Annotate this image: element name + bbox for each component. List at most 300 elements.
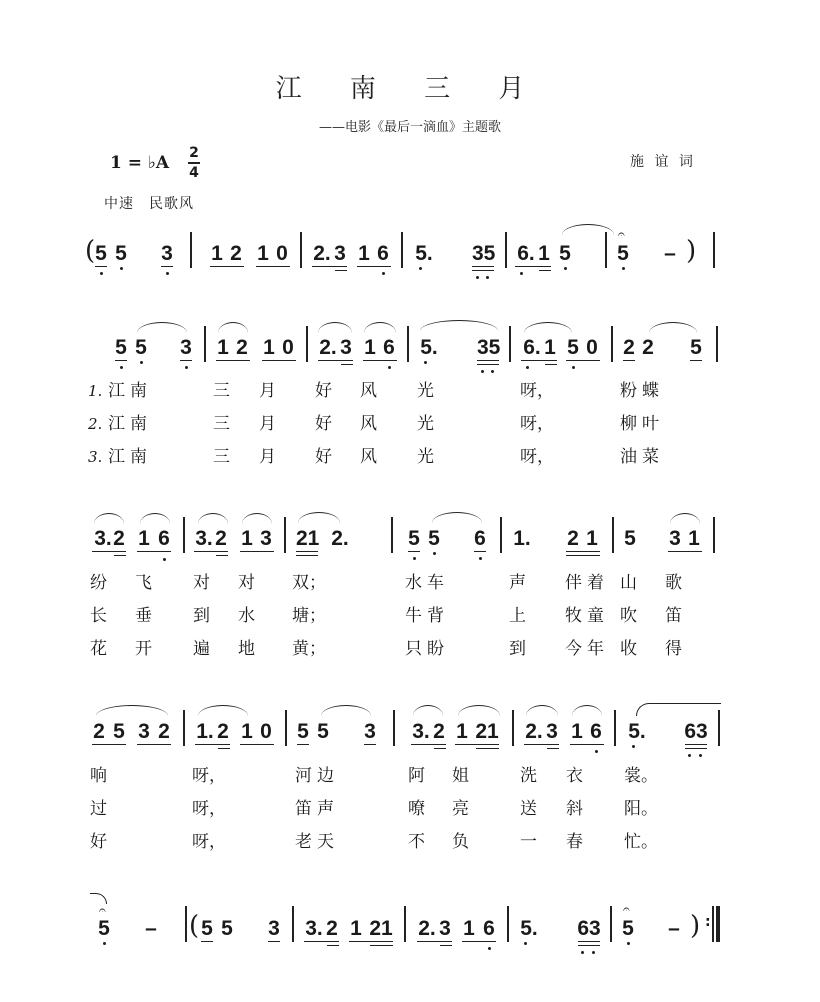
- underline: [472, 266, 494, 267]
- barline: [391, 517, 393, 553]
- lyric: 衣: [566, 766, 583, 786]
- lyric: 裳。: [624, 766, 658, 786]
- note: 5: [317, 720, 329, 743]
- underline: [578, 945, 600, 946]
- slur-arc: [458, 705, 500, 716]
- low-octave-dot: [413, 557, 416, 560]
- lyric: 江: [108, 414, 125, 434]
- slur-arc: [198, 513, 228, 524]
- low-octave-dot: [120, 267, 123, 270]
- note: 63: [684, 720, 708, 743]
- note: 2: [433, 720, 445, 743]
- note: 1: [241, 527, 253, 550]
- barline: [505, 232, 507, 268]
- underline: [318, 360, 353, 361]
- note: 5: [567, 336, 579, 359]
- underline: [524, 744, 559, 745]
- lyric: 盼: [427, 639, 444, 659]
- lyric: 吹: [620, 606, 637, 626]
- lyric: 收: [620, 639, 637, 659]
- underline: [195, 744, 230, 745]
- underline: [578, 941, 600, 942]
- time-numerator: 2: [189, 145, 199, 161]
- lyric: 河: [295, 766, 312, 786]
- low-octave-dot: [595, 750, 598, 753]
- note: 1: [350, 917, 362, 940]
- lyric: 柳: [620, 414, 637, 434]
- lyric: 阿: [408, 766, 425, 786]
- lyric: 童: [587, 606, 604, 626]
- verse-number: 3.: [88, 448, 103, 466]
- note: 5.: [415, 242, 433, 265]
- underline: [440, 945, 452, 946]
- note: 5: [617, 242, 629, 265]
- lyric: 到: [193, 606, 210, 626]
- note: 5: [624, 527, 636, 550]
- lyric: 南: [130, 447, 147, 467]
- note: 1: [688, 527, 700, 550]
- lyric: 牧: [565, 606, 582, 626]
- underline: [547, 748, 559, 749]
- lyric: 背: [427, 606, 444, 626]
- note: 5: [408, 527, 420, 550]
- lyric: 负: [452, 832, 469, 852]
- note: 2: [567, 527, 579, 550]
- note: 1: [358, 242, 370, 265]
- lyric: 好: [315, 381, 332, 401]
- underline: [685, 748, 707, 749]
- lyric: 开: [135, 639, 152, 659]
- low-octave-dot: [486, 276, 489, 279]
- underline: [312, 266, 347, 267]
- repeat-sign-dots: :: [705, 914, 711, 930]
- lyric: 水: [405, 573, 422, 593]
- low-octave-dot: [622, 267, 625, 270]
- lyric: 歌: [665, 573, 682, 593]
- barline: [204, 326, 206, 362]
- note: 21: [369, 917, 393, 940]
- note: 1: [211, 242, 223, 265]
- note: 2: [230, 242, 242, 265]
- note: 6: [483, 917, 495, 940]
- dash: –: [664, 242, 676, 265]
- note: 3: [260, 527, 272, 550]
- note: 5: [113, 720, 125, 743]
- note: 2.: [418, 917, 436, 940]
- slur-arc: [318, 322, 352, 333]
- note: 5: [95, 242, 107, 265]
- note: 2.: [319, 336, 337, 359]
- underline: [539, 270, 551, 271]
- lyric: 声: [509, 573, 526, 593]
- underline: [623, 360, 635, 361]
- lyric: 年: [587, 639, 604, 659]
- lyric: 菜: [642, 447, 659, 467]
- underline: [240, 744, 274, 745]
- underline: [92, 744, 126, 745]
- note: 5: [559, 242, 571, 265]
- low-octave-dot: [520, 272, 523, 275]
- note: 2: [113, 527, 125, 550]
- underline: [417, 941, 452, 942]
- lyric: 对: [238, 573, 255, 593]
- slur-arc: [198, 705, 248, 716]
- note: 2.: [525, 720, 543, 743]
- slur-arc: [140, 513, 170, 524]
- underline: [268, 941, 280, 942]
- barline: [407, 326, 409, 362]
- note: 6: [383, 336, 395, 359]
- lyric: 声: [317, 799, 334, 819]
- lyric: 春: [566, 832, 583, 852]
- tie-arc: [432, 512, 482, 523]
- lyric: 过: [90, 799, 107, 819]
- barline: [614, 710, 616, 746]
- note: 5.: [520, 917, 538, 940]
- barline: [306, 326, 308, 362]
- lyric: 着: [587, 573, 604, 593]
- underline: [95, 266, 107, 267]
- underline: [296, 551, 318, 552]
- lyric: 三: [213, 414, 230, 434]
- underline: [408, 551, 420, 552]
- underline: [364, 744, 376, 745]
- lyricist-credit: 施 谊 词: [630, 154, 696, 170]
- barline: [285, 710, 287, 746]
- lyric: 南: [130, 414, 147, 434]
- note: 63: [577, 917, 601, 940]
- note: 1: [364, 336, 376, 359]
- note: 3.: [94, 527, 112, 550]
- lyric: 南: [130, 381, 147, 401]
- lyric: 三: [213, 381, 230, 401]
- barline: [718, 710, 720, 746]
- lyric: 天: [317, 832, 334, 852]
- lyric: 今: [565, 639, 582, 659]
- note: 1.: [196, 720, 214, 743]
- song-subtitle: ——电影《最后一滴血》主题歌: [318, 120, 501, 135]
- lyric: 对: [193, 573, 210, 593]
- note: 5.: [628, 720, 646, 743]
- lyric: 呀，: [192, 766, 226, 786]
- note: 2: [236, 336, 248, 359]
- lyric: 叶: [642, 414, 659, 434]
- note: 2: [215, 527, 227, 550]
- barline: [292, 906, 294, 942]
- note: 21: [296, 527, 320, 550]
- underline: [115, 360, 127, 361]
- verse-number: 2.: [88, 415, 103, 433]
- note: 5.: [420, 336, 438, 359]
- note: 6: [158, 527, 170, 550]
- slur-arc: [94, 513, 124, 524]
- dash: –: [145, 917, 157, 940]
- lyric: 遍: [193, 639, 210, 659]
- slur-arc: [524, 322, 572, 333]
- lyric: 车: [427, 573, 444, 593]
- tie-arc: [137, 322, 187, 333]
- lyric: 不: [408, 832, 425, 852]
- lyric: 粉: [620, 381, 637, 401]
- underline: [521, 360, 557, 361]
- low-octave-dot: [100, 272, 103, 275]
- barline: [713, 232, 715, 268]
- underline: [472, 270, 494, 271]
- lyric: 洗: [520, 766, 537, 786]
- low-octave-dot: [163, 558, 166, 561]
- note: 2: [217, 720, 229, 743]
- barline: [401, 232, 403, 268]
- lyric: 双；: [292, 573, 326, 593]
- lyric: 好: [90, 832, 107, 852]
- tie-arc: [321, 705, 371, 716]
- lyric: 三: [213, 447, 230, 467]
- low-octave-dot: [627, 942, 630, 945]
- barline: [712, 906, 714, 942]
- barline: [300, 232, 302, 268]
- note: 6: [377, 242, 389, 265]
- note: 5: [115, 242, 127, 265]
- underline: [240, 551, 274, 552]
- lyric: 山: [620, 573, 637, 593]
- barline: [509, 326, 511, 362]
- note: 1: [571, 720, 583, 743]
- underline: [335, 270, 347, 271]
- lyric: 飞: [135, 573, 152, 593]
- underline: [434, 748, 446, 749]
- time-signature: [188, 145, 200, 181]
- barline: [605, 232, 607, 268]
- fermata-icon: 𝄐: [623, 902, 630, 916]
- tempo-marking: 中速 民歌风: [104, 196, 194, 212]
- note: 2: [158, 720, 170, 743]
- note: 1.: [513, 527, 531, 550]
- lyric: 牛: [405, 606, 422, 626]
- note: 1: [463, 917, 475, 940]
- low-octave-dot: [419, 267, 422, 270]
- song-title: 江 南 三 月: [275, 74, 545, 104]
- low-octave-dot: [388, 366, 391, 369]
- fraction-line: [188, 162, 200, 164]
- lyric: 光: [417, 447, 434, 467]
- underline: [462, 941, 496, 942]
- lyric: 老: [295, 832, 312, 852]
- low-octave-dot: [699, 754, 702, 757]
- barline: [611, 326, 613, 362]
- lyric: 江: [108, 381, 125, 401]
- lyric: 边: [317, 766, 334, 786]
- note: 6: [474, 527, 486, 550]
- barline: [507, 906, 509, 942]
- lyric: 笛: [665, 606, 682, 626]
- note: 3: [546, 720, 558, 743]
- underline: [341, 364, 353, 365]
- note: 2: [93, 720, 105, 743]
- lyric: 得: [665, 639, 682, 659]
- low-octave-dot: [120, 366, 123, 369]
- note: 0: [586, 336, 598, 359]
- underline: [262, 360, 296, 361]
- lyric: 呀，: [520, 447, 554, 467]
- tie-continuation: [636, 703, 721, 716]
- underline: [668, 551, 702, 552]
- note: 5: [98, 917, 110, 940]
- underline: [411, 744, 446, 745]
- note: 6.: [523, 336, 541, 359]
- underline: [685, 744, 707, 745]
- low-octave-dot: [488, 947, 491, 950]
- underline: [566, 555, 600, 556]
- note: 2.: [313, 242, 331, 265]
- barline: [183, 710, 185, 746]
- lyric: 笛: [295, 799, 312, 819]
- low-octave-dot: [479, 557, 482, 560]
- close-paren: ): [686, 236, 697, 266]
- slur-arc: [413, 705, 443, 716]
- lyric: 斜: [566, 799, 583, 819]
- underline: [349, 941, 393, 942]
- slur-arc: [96, 705, 168, 716]
- lyric: 风: [360, 414, 377, 434]
- tie-arc: [649, 322, 697, 333]
- note: 2: [326, 917, 338, 940]
- barline: [716, 326, 718, 362]
- lyric: 光: [417, 381, 434, 401]
- underline: [304, 941, 339, 942]
- lyric: 蝶: [642, 381, 659, 401]
- underline: [477, 364, 499, 365]
- slur-arc: [298, 512, 340, 523]
- lyric: 伴: [565, 573, 582, 593]
- underline: [201, 941, 213, 942]
- underline: [455, 744, 499, 745]
- low-octave-dot: [476, 276, 479, 279]
- note: 3: [161, 242, 173, 265]
- lyric: 呀，: [520, 381, 554, 401]
- lyric: 花: [90, 639, 107, 659]
- lyric: 月: [259, 381, 276, 401]
- low-octave-dot: [564, 267, 567, 270]
- lyric: 风: [360, 447, 377, 467]
- note: 0: [260, 720, 272, 743]
- lyric: 油: [620, 447, 637, 467]
- note: 5: [690, 336, 702, 359]
- lyric: 一: [520, 832, 537, 852]
- slur-arc: [218, 322, 248, 333]
- note: 6: [590, 720, 602, 743]
- note: 1: [263, 336, 275, 359]
- underline: [216, 555, 228, 556]
- barline: [185, 906, 187, 942]
- underline: [370, 945, 393, 946]
- note: 2: [642, 336, 654, 359]
- lyric: 月: [259, 414, 276, 434]
- note: 1: [586, 527, 598, 550]
- note: 35: [472, 242, 496, 265]
- note: 3: [669, 527, 681, 550]
- barline: [190, 232, 192, 268]
- low-octave-dot: [166, 272, 169, 275]
- note: 3: [439, 917, 451, 940]
- underline: [137, 551, 171, 552]
- lyric: 呀，: [192, 799, 226, 819]
- lyric: 月: [259, 447, 276, 467]
- underline: [210, 266, 244, 267]
- note: 3.: [305, 917, 323, 940]
- lyric: 嘹: [408, 799, 425, 819]
- underline: [566, 360, 600, 361]
- barline: [393, 710, 395, 746]
- low-octave-dot: [524, 942, 527, 945]
- low-octave-dot: [526, 366, 529, 369]
- note: 3: [364, 720, 376, 743]
- lyric: 姐: [452, 766, 469, 786]
- low-octave-dot: [491, 370, 494, 373]
- slur-arc: [526, 705, 558, 716]
- underline: [296, 555, 318, 556]
- note: 5: [297, 720, 309, 743]
- underline: [297, 744, 309, 745]
- underline: [137, 744, 171, 745]
- barline: [284, 517, 286, 553]
- lyric: 垂: [135, 606, 152, 626]
- note: 21: [475, 720, 499, 743]
- lyric: 忙。: [624, 832, 658, 852]
- low-octave-dot: [688, 754, 691, 757]
- low-octave-dot: [572, 366, 575, 369]
- underline: [690, 360, 702, 361]
- note: 1: [257, 242, 269, 265]
- note: 1: [544, 336, 556, 359]
- slur-arc: [420, 320, 498, 331]
- slur-arc: [572, 705, 602, 716]
- open-paren: (: [189, 911, 200, 941]
- note: 2: [623, 336, 635, 359]
- note: 3: [138, 720, 150, 743]
- underline: [357, 266, 391, 267]
- note: 5: [428, 527, 440, 550]
- note: 5: [115, 336, 127, 359]
- lyric: 响: [90, 766, 107, 786]
- underline: [545, 364, 557, 365]
- lyric: 黄；: [292, 639, 326, 659]
- low-octave-dot: [581, 951, 584, 954]
- note: 5: [135, 336, 147, 359]
- underline: [180, 360, 192, 361]
- fermata-icon: 𝄐: [99, 903, 106, 917]
- close-paren: ): [690, 911, 701, 941]
- lyric: 地: [238, 639, 255, 659]
- note: 5: [622, 917, 634, 940]
- slur-arc: [242, 513, 272, 524]
- final-barline: [716, 906, 720, 942]
- barline: [610, 906, 612, 942]
- lyric: 好: [315, 447, 332, 467]
- note: 1: [538, 242, 550, 265]
- note: 0: [282, 336, 294, 359]
- low-octave-dot: [140, 361, 143, 364]
- barline: [404, 906, 406, 942]
- note: 3.: [195, 527, 213, 550]
- key-signature: 1 = ♭A: [110, 153, 170, 173]
- lyric: 呀，: [192, 832, 226, 852]
- underline: [218, 748, 230, 749]
- low-octave-dot: [424, 361, 427, 364]
- note: 3: [340, 336, 352, 359]
- lyric: 送: [520, 799, 537, 819]
- underline: [474, 551, 486, 552]
- note: 1: [241, 720, 253, 743]
